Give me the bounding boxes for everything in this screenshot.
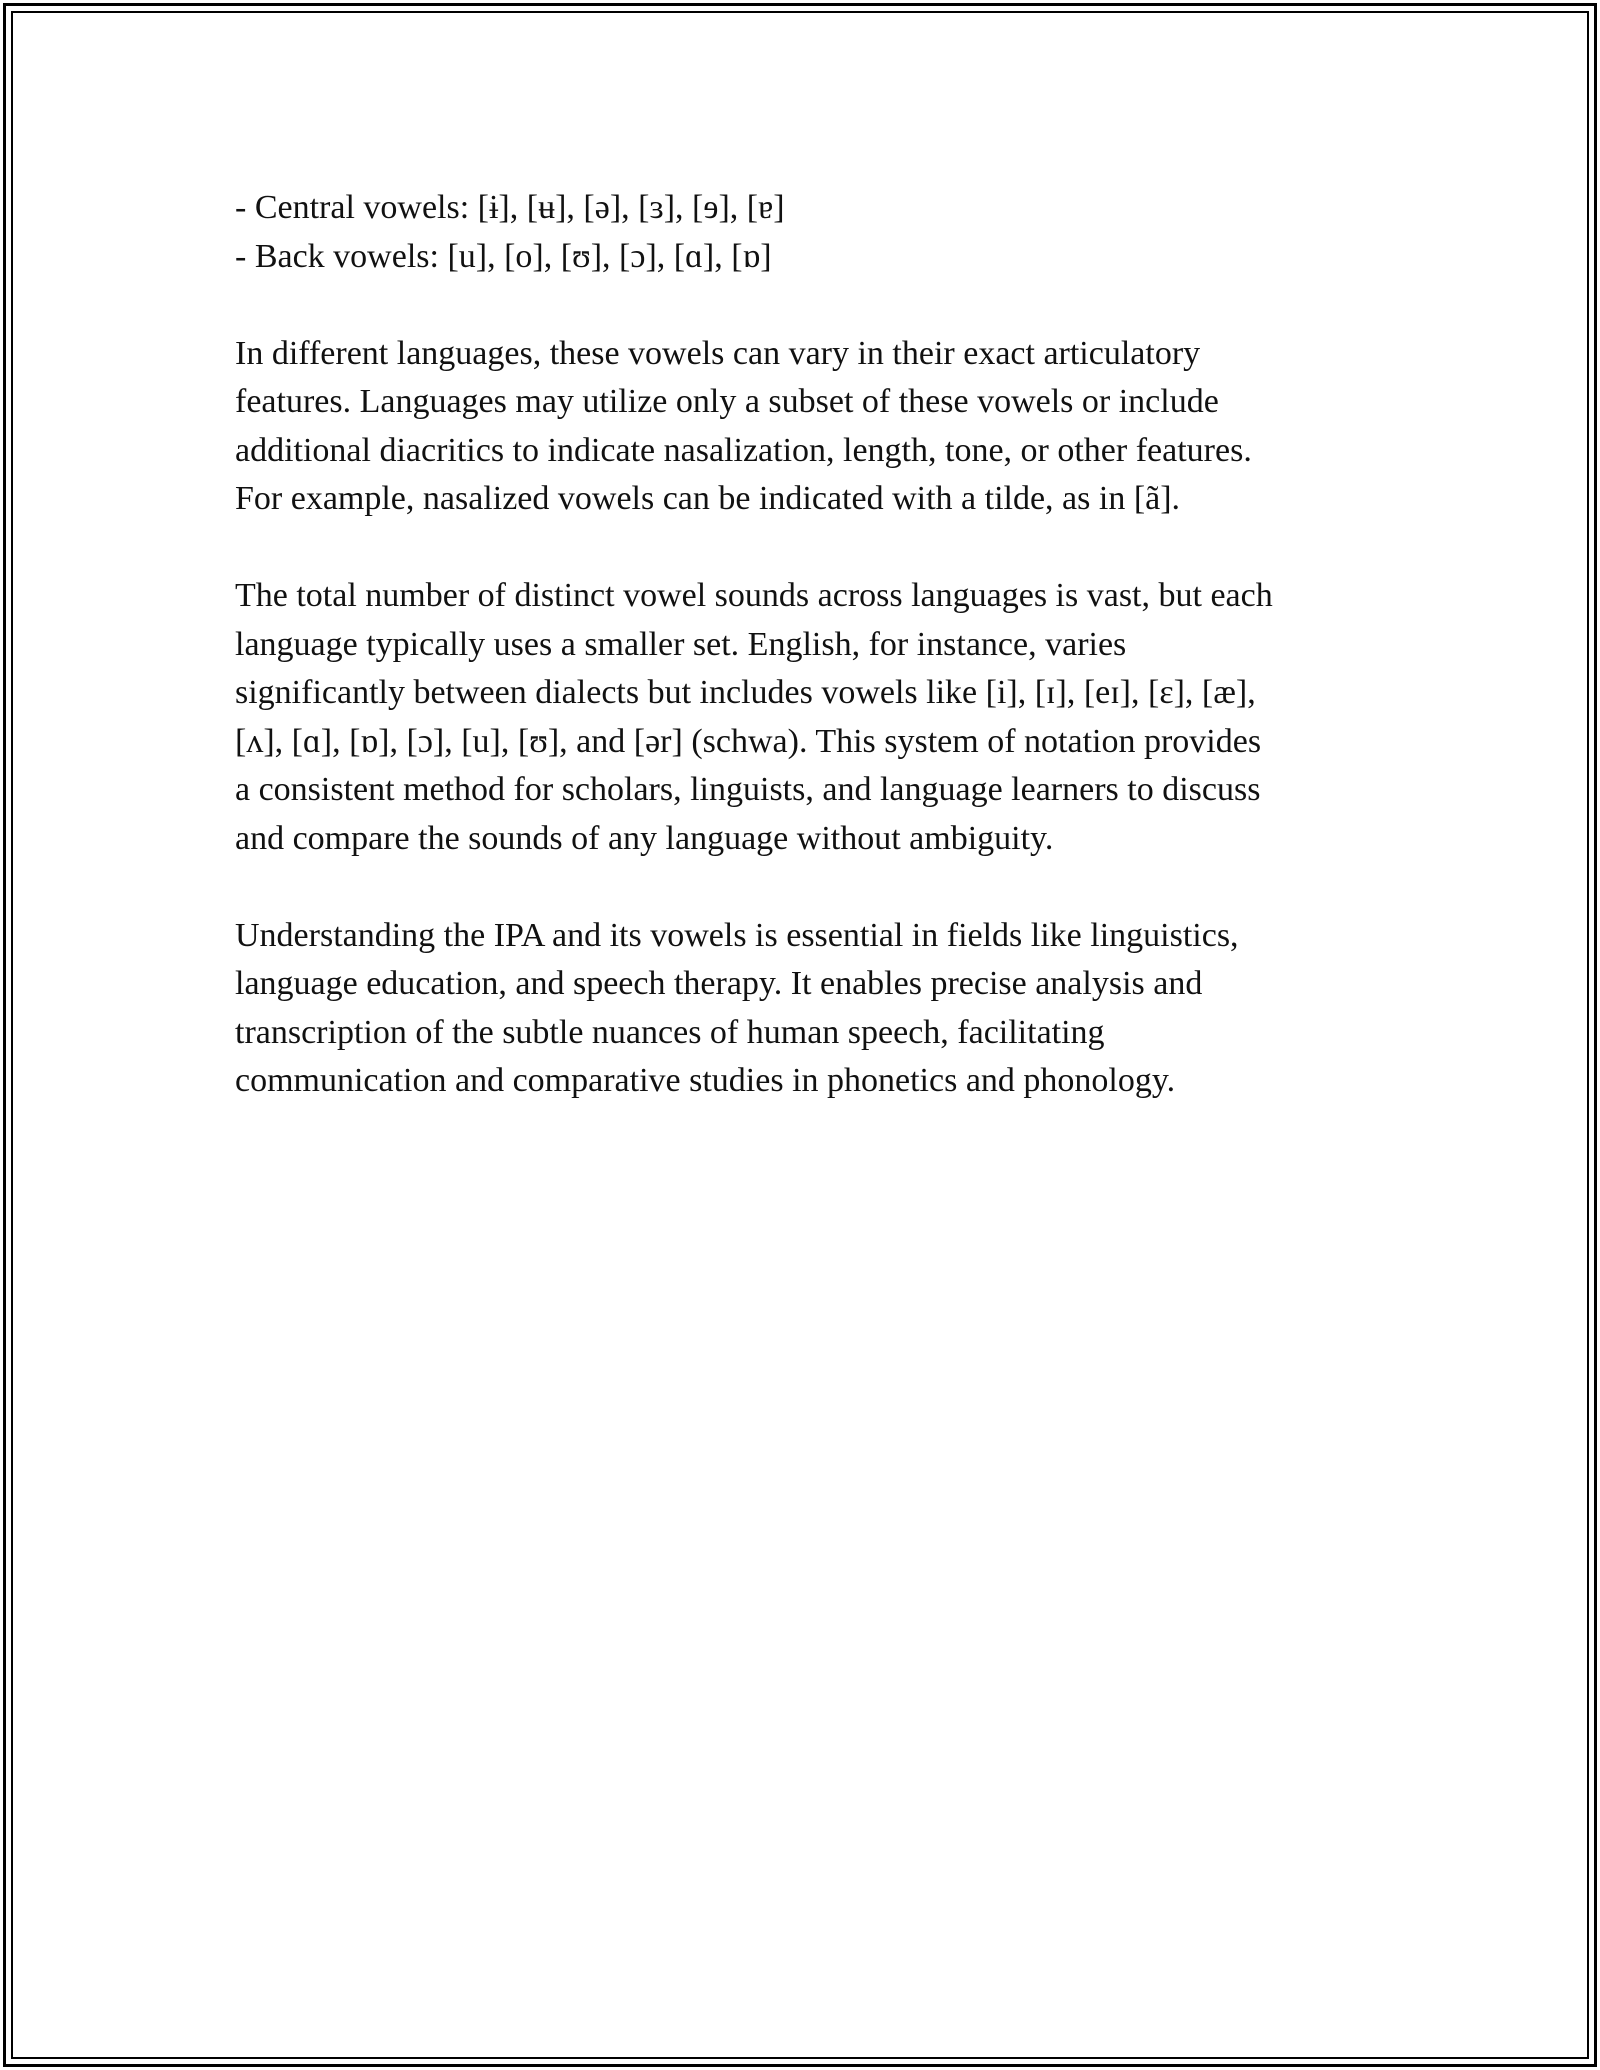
vowel-list [235,184,1375,281]
paragraph-line: additional diacritics to indicate nasalization, length, tone, or other features. [235,431,1252,469]
paragraph-spacer [235,863,1375,912]
paragraph-line: The total number of distinct vowel sounds across languages is vast, but each [235,577,1273,614]
paragraph-line: In different languages, these vowels can vary in their exact articulatory [235,334,1201,372]
paragraph-vowel-inventory [235,572,1375,863]
paragraph-line: features. Languages may utilize only a subset of these vowels or include [235,383,1219,420]
paragraph-line: [ʌ], [ɑ], [ɒ], [ɔ], [u], [ʊ], and [ər] (schwa). This system of notation provides [235,722,1262,760]
paragraph-line: significantly between dialects but includes vowels like [i], [ɪ], [eɪ], [ɛ], [æ], [235,674,1256,711]
paragraph-ipa-importance [235,912,1375,1106]
paragraph-line: a consistent method for scholars, linguists, and language learners to discuss [235,771,1261,808]
paragraph-spacer [235,524,1375,573]
paragraph-line: language typically uses a smaller set. English, for instance, varies [235,625,1127,663]
paragraph-line: and compare the sounds of any language without ambiguity. [235,819,1054,857]
list-item-back-vowels: - Back vowels: [u], [o], [ʊ], [ɔ], [ɑ], [ɒ] [235,237,772,275]
paragraph-language-variation [235,330,1375,524]
paragraph-line: Understanding the IPA and its vowels is essential in fields like linguistics, [235,916,1239,954]
paragraph-line: communication and comparative studies in phonetics and phonology. [235,1062,1176,1099]
list-item-central-vowels: - Central vowels: [ɨ], [ʉ], [ə], [ɜ], [ɘ], [ɐ] [235,189,785,226]
document-body [235,184,1375,1106]
paragraph-line: transcription of the subtle nuances of human speech, facilitating [235,1013,1105,1051]
paragraph-line: For example, nasalized vowels can be indicated with a tilde, as in [ã]. [235,480,1181,517]
paragraph-line: language education, and speech therapy. It enables precise analysis and [235,965,1203,1002]
paragraph-spacer [235,281,1375,330]
